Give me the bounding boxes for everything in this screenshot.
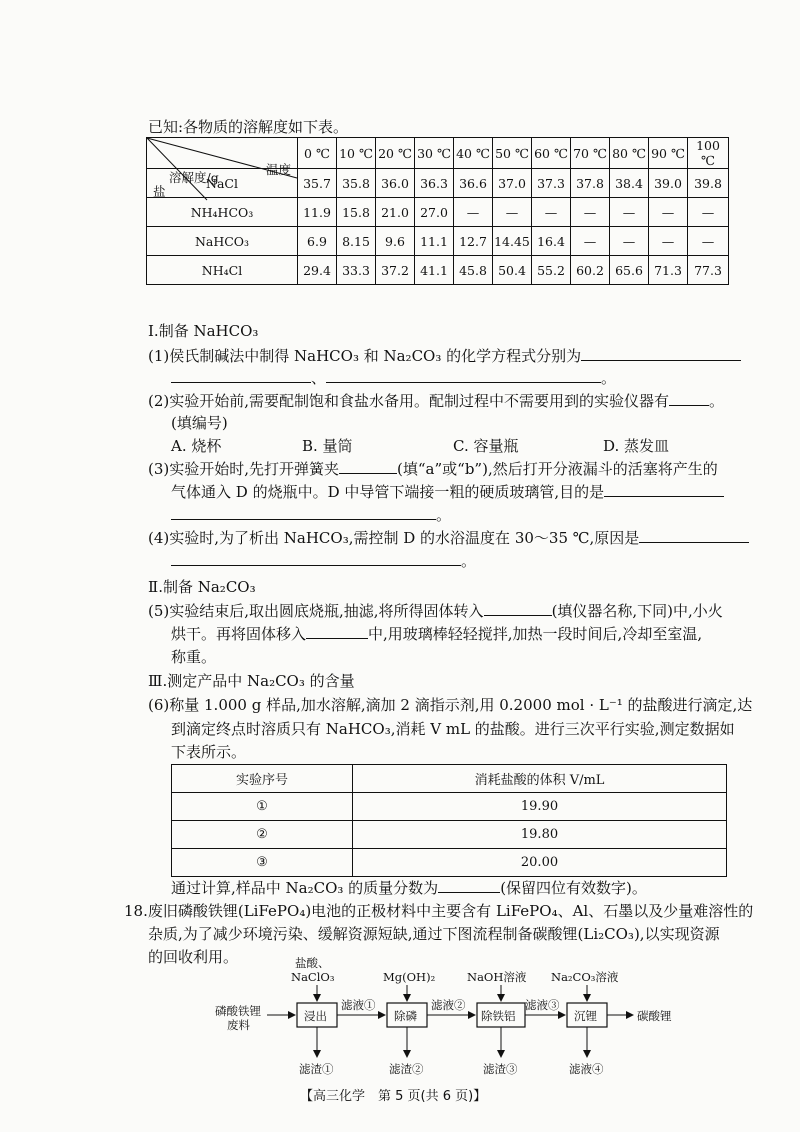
filtrate-label: 滤液① [341,998,376,1012]
answer-blank [171,505,436,520]
question-3-text: (3)实验开始时,先打开弹簧夹 [148,460,340,478]
table-cell: 55.2 [532,256,571,285]
trial-volume: 19.80 [353,821,727,849]
question-5-text-d: 中,用玻璃棒轻轻搅拌,加热一段时间后,冷却至室温, [368,625,703,643]
header-salt: 盐 [153,184,166,199]
question-5-text-b: (填仪器名称,下同)中,小火 [551,602,723,620]
question-5-text: (5)实验结束后,取出圆底烧瓶,抽滤,将所得固体转入 [148,602,484,620]
question-6-text: 通过计算,样品中 Na₂CO₃ 的质量分数为 [171,879,439,897]
table-cell: 8.15 [337,227,376,256]
question-5-cont2: 称重。 [171,648,217,666]
temp-header: 70 ℃ [571,138,610,169]
question-3-cont2 [171,505,451,525]
trial-volume: 20.00 [353,849,727,877]
temp-header: 80 ℃ [610,138,649,169]
table-cell: 65.6 [610,256,649,285]
question-5-text-c: 烘干。再将固体移入 [171,625,307,643]
residue-label: 滤渣① [299,1062,334,1076]
table-cell: 37.0 [493,169,532,198]
question-2-text: (2)实验开始前,需要配制饱和食盐水备用。配制过程中不需要用到的实验仪器有 [148,392,670,410]
end-mark: 。 [601,369,617,387]
product-label: 碳酸锂 [637,1009,672,1023]
separator: 、 [311,369,327,387]
temp-header: 90 ℃ [649,138,688,169]
table-cell: — [610,198,649,227]
trial-no: ③ [172,849,353,877]
temp-header: 100 ℃ [688,138,729,169]
solubility-table [146,137,729,285]
question-1-text: (1)侯氏制碱法中制得 NaHCO₃ 和 Na₂CO₃ 的化学方程式分别为 [148,347,582,365]
question-3-text-b: (填“a”或“b”),然后打开分液漏斗的活塞将产生的 [397,460,718,478]
filtrate-label: 滤液② [431,998,466,1012]
step-label: 浸出 [304,1009,327,1023]
section-1-heading: Ⅰ.制备 NaHCO₃ [148,322,259,340]
answer-blank [171,551,461,566]
table-cell: 36.6 [454,169,493,198]
answer-blank [326,368,601,383]
question-3-text-c: 气体通入 D 的烧瓶中。D 中导管下端接一粗的硬质玻璃管,目的是 [171,483,605,501]
temp-header: 40 ℃ [454,138,493,169]
table-cell: 38.4 [610,169,649,198]
question-3-cont [171,482,724,502]
input-label-2: 废料 [227,1018,250,1032]
end-mark: 。 [461,552,477,570]
question-6-line1: (6)称量 1.000 g 样品,加水溶解,滴加 2 滴指示剂,用 0.2000 mol · L⁻¹ 的盐酸进行滴定,达 [148,696,753,714]
question-1-cont [171,368,616,388]
residue-label: 滤渣③ [483,1062,518,1076]
temp-header: 20 ℃ [376,138,415,169]
col-header-volume: 消耗盐酸的体积 V/mL [353,765,727,793]
salt-name: NH₄HCO₃ [147,198,298,227]
question-18-line2: 杂质,为了减少环境污染、缓解资源短缺,通过下图流程制备碳酸锂(Li₂CO₃),以实现资源 [148,925,720,943]
header-temp: 温度 [265,162,291,177]
option-a: A. 烧杯 [171,437,222,455]
table-row [147,198,729,227]
table-cell: 37.3 [532,169,571,198]
salt-name: NaHCO₃ [147,227,298,256]
table-cell: 21.0 [376,198,415,227]
question-6-note: (保留四位有效数字)。 [500,879,647,897]
table-row [147,227,729,256]
table-cell: 14.45 [493,227,532,256]
question-18-line1: 18.废旧磷酸铁锂(LiFePO₄)电池的正极材料中主要含有 LiFePO₄、Al、石墨以及少量难溶性的 [124,902,754,920]
question-18-line3: 的回收利用。 [148,948,239,966]
answer-blank [339,459,397,474]
question-5-cont [171,624,702,644]
table-cell: 77.3 [688,256,729,285]
table-cell: 35.7 [298,169,337,198]
table-cell: 35.8 [337,169,376,198]
table-cell: 50.4 [493,256,532,285]
table-cell: 11.9 [298,198,337,227]
table-cell: 16.4 [532,227,571,256]
option-d: D. 蒸发皿 [603,437,670,455]
end-mark: 。 [436,506,452,524]
table-cell: — [493,198,532,227]
question-6-line3: 下表所示。 [171,743,247,761]
answer-blank [604,482,724,497]
table-cell: 29.4 [298,256,337,285]
reagent-2: Mg(OH)₂ [383,970,436,984]
table-cell: 37.2 [376,256,415,285]
table-row [172,849,727,877]
trial-no: ② [172,821,353,849]
table-cell: — [649,198,688,227]
table-cell: — [571,198,610,227]
question-4 [148,528,749,548]
question-3 [148,459,718,479]
table-row [172,793,727,821]
table-row [147,256,729,285]
option-c: C. 容量瓶 [453,437,519,455]
reagent-4: Na₂CO₃溶液 [551,970,619,984]
answer-blank [639,528,749,543]
table-cell: — [688,227,729,256]
col-header-no: 实验序号 [172,765,353,793]
intro-text: 已知:各物质的溶解度如下表。 [148,118,349,136]
table-cell: — [571,227,610,256]
table-cell: 39.8 [688,169,729,198]
table-cell: — [454,198,493,227]
table-cell: 12.7 [454,227,493,256]
table-cell: 60.2 [571,256,610,285]
question-2-note: (填编号) [171,414,228,432]
question-6-answer [171,878,647,898]
trial-no: ① [172,793,353,821]
question-4-text: (4)实验时,为了析出 NaHCO₃,需控制 D 的水浴温度在 30～35 ℃,原因是 [148,529,640,547]
header-solubility: 溶解度/g [169,170,219,185]
table-cell: 41.1 [415,256,454,285]
question-2 [148,391,724,411]
end-mark: 。 [709,392,725,410]
table-cell: 9.6 [376,227,415,256]
table-cell: 11.1 [415,227,454,256]
table-cell: 15.8 [337,198,376,227]
reagent-1a: 盐酸、 [295,956,330,970]
reagent-1b: NaClO₃ [291,970,335,984]
question-1 [148,346,741,366]
question-6-line2: 到滴定终点时溶质只有 NaHCO₃,消耗 V mL 的盐酸。进行三次平行实验,测定数据如 [171,720,735,738]
temp-header: 60 ℃ [532,138,571,169]
salt-name: NaCl [147,169,298,198]
table-cell: 36.0 [376,169,415,198]
input-label-1: 磷酸铁锂 [215,1004,261,1018]
answer-blank [438,878,500,893]
reagent-3: NaOH溶液 [467,970,527,984]
question-4-cont [171,551,476,571]
answer-blank [171,368,311,383]
temp-header: 0 ℃ [298,138,337,169]
answer-blank [581,346,741,361]
section-3-heading: Ⅲ.测定产品中 Na₂CO₃ 的含量 [148,672,355,690]
page-footer: 【高三化学 第 5 页(共 6 页)】 [300,1089,487,1104]
table-cell: 6.9 [298,227,337,256]
question-5 [148,601,723,621]
answer-blank [484,601,552,616]
answer-blank [306,624,368,639]
table-cell: — [610,227,649,256]
residue-label: 滤渣② [389,1062,424,1076]
table-row [172,821,727,849]
step-label: 除磷 [394,1009,417,1023]
answer-blank [669,391,709,406]
table-cell: 37.8 [571,169,610,198]
table-cell: 39.0 [649,169,688,198]
table-cell: — [532,198,571,227]
table-cell: 71.3 [649,256,688,285]
temp-header: 30 ℃ [415,138,454,169]
table-cell: 45.8 [454,256,493,285]
table-cell: — [688,198,729,227]
table-cell: 33.3 [337,256,376,285]
salt-name: NH₄Cl [147,256,298,285]
step-label: 除铁铝 [481,1009,516,1023]
temp-header: 10 ℃ [337,138,376,169]
titration-table [171,764,727,877]
table-cell: — [649,227,688,256]
temp-header: 50 ℃ [493,138,532,169]
table-cell: 36.3 [415,169,454,198]
table-cell: 27.0 [415,198,454,227]
step-label: 沉锂 [574,1009,597,1023]
option-b: B. 量筒 [302,437,353,455]
filtrate-label: 滤液③ [525,998,560,1012]
trial-volume: 19.90 [353,793,727,821]
filtrate-4-label: 滤液④ [569,1062,604,1076]
section-2-heading: Ⅱ.制备 Na₂CO₃ [148,578,256,596]
